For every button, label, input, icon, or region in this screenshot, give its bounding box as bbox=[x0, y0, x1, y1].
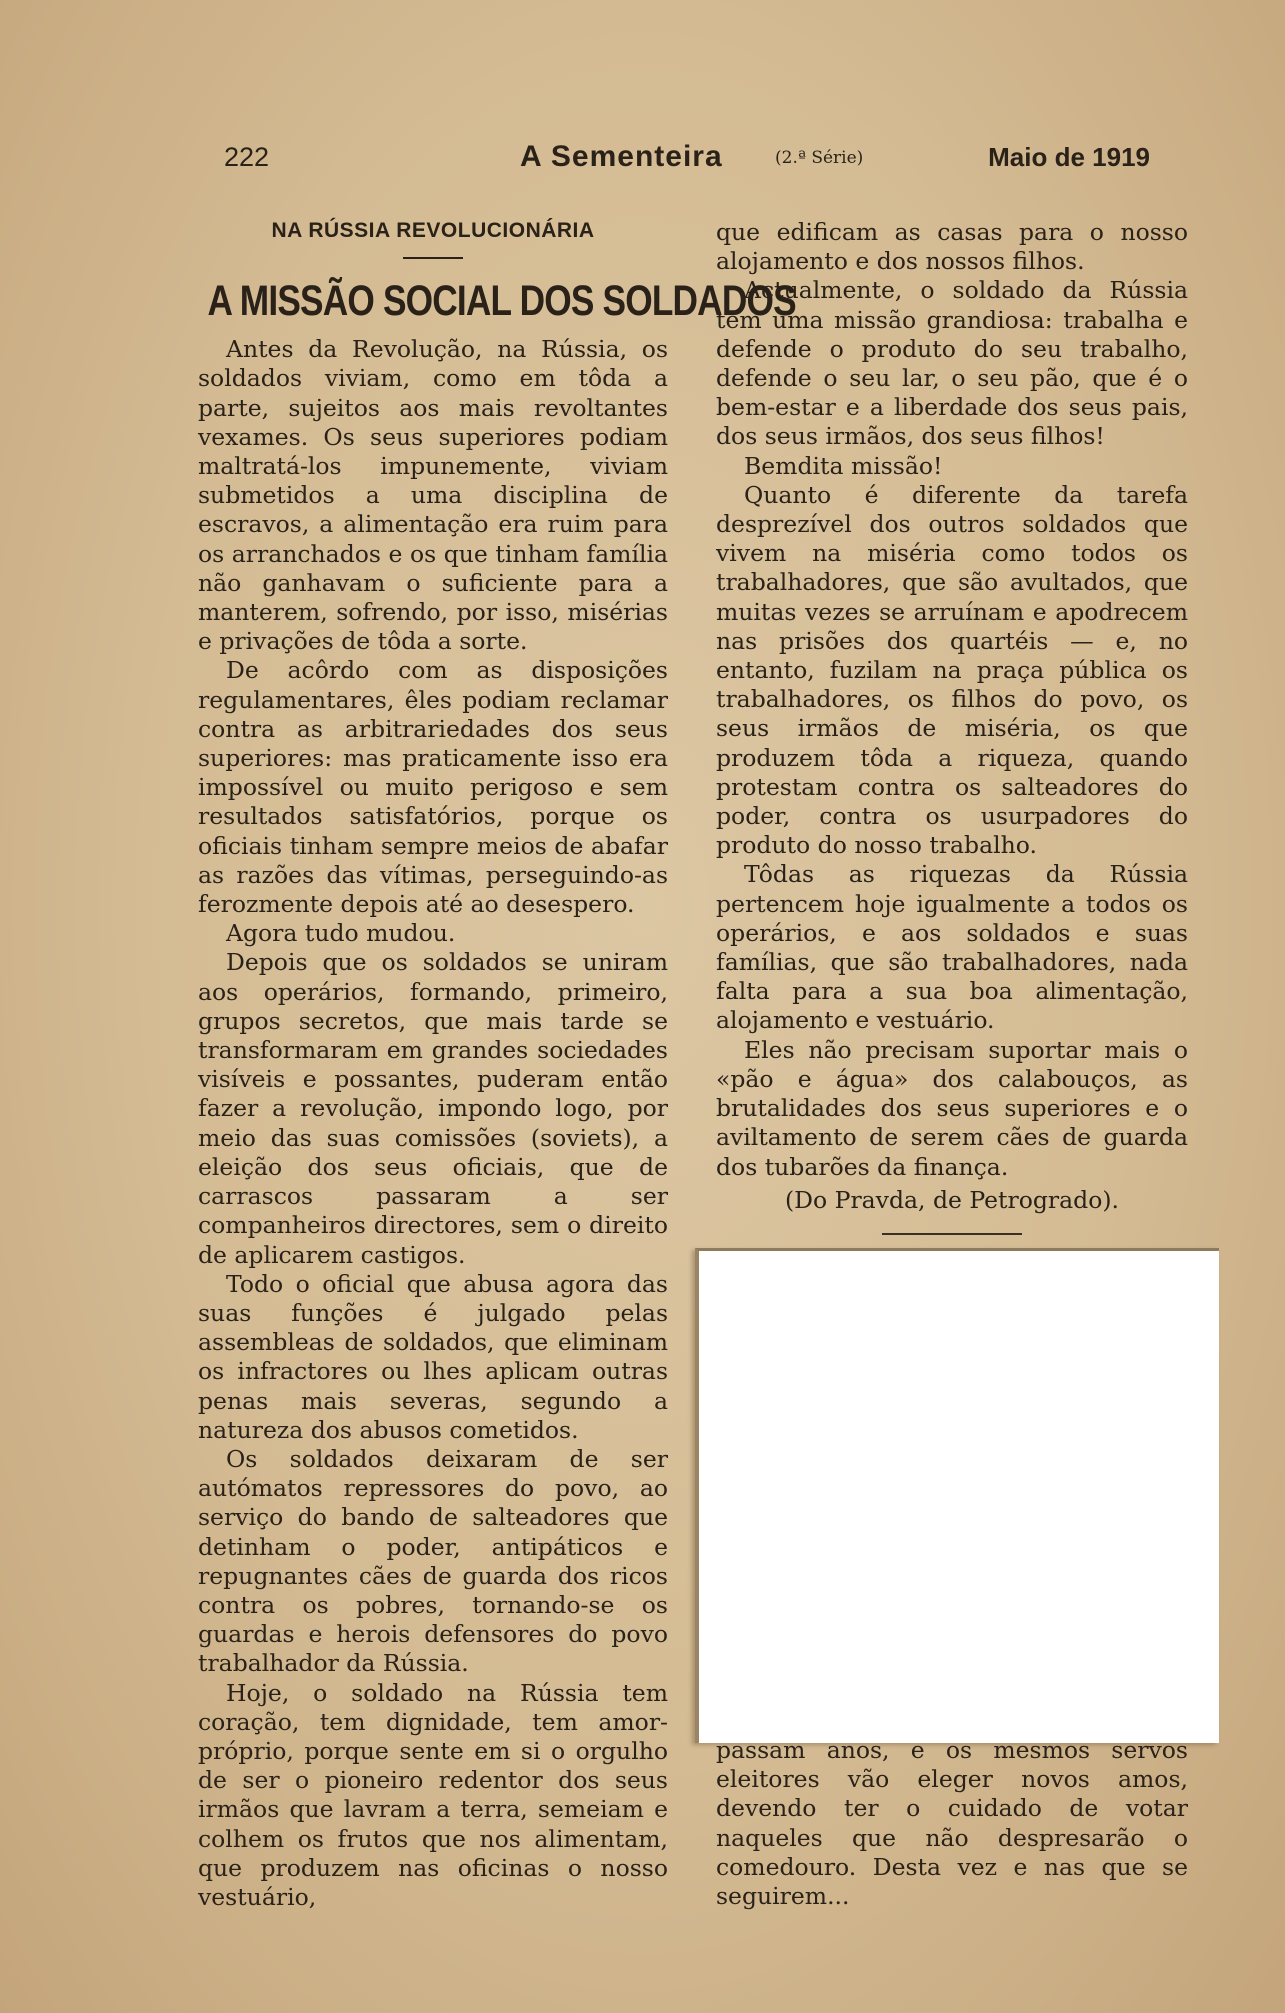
right-column bbox=[716, 218, 1188, 1235]
paragraph: Antes da Revolução, na Rússia, os soldados viviam, como em tôda a parte, sujeitos aos mais revoltantes vexames. Os seus superiores podiam maltratá-los impunemente, viviam submetidos a uma disciplina de escravos, a alimentação era ruim para os arranchados e os que tinham família não ganhavam o suficiente para a manterem, sofrendo, por isso, misérias e privações de tôda a sorte. bbox=[198, 335, 668, 656]
page-number: 222 bbox=[224, 142, 270, 172]
paragraph: que edificam as casas para o nosso alojamento e dos nossos filhos. bbox=[716, 218, 1188, 276]
article-headline: A MISSÃO SOCIAL DOS SOLDADOS bbox=[207, 277, 796, 326]
paragraph: De acôrdo com as disposições regulamentares, êles podiam reclamar contra as arbitrariedades dos seus superiores: mas praticamente isso era impossível ou muito perigoso e sem resultados satisfatórios, porque os oficiais tinham sempre meios de abafar as razões das vítimas, perseguindo-as ferozmente depois até ao desespero. bbox=[198, 656, 668, 919]
article-kicker: NA RÚSSIA REVOLUCIONÁRIA bbox=[271, 219, 595, 242]
paragraph: Hoje, o soldado na Rússia tem coração, tem dignidade, tem amor-próprio, porque sente em si o orgulho de ser o pioneiro redentor dos seus irmãos que lavram a terra, semeiam e colhem os frutos que nos alimentam, que produzem nas oficinas o nosso vestuário, bbox=[198, 1678, 668, 1911]
paragraph: Todo o oficial que abusa agora das suas funções é julgado pelas assembleas de soldados, que eliminam os infractores ou lhes aplicam outras penas mais severas, segundo a natureza dos abusos cometidos. bbox=[198, 1269, 668, 1444]
series-label: (2.ª Série) bbox=[775, 148, 864, 168]
page-header bbox=[200, 140, 1170, 180]
publication-title: A Sementeira bbox=[520, 140, 723, 173]
fragment-column bbox=[716, 1736, 1188, 1911]
paragraph: Quanto é diferente da tarefa desprezível dos outros soldados que vivem na miséria como todos os trabalhadores, que são avultados, que muitas vezes se arruínam e apodrecem nas prisões dos quartéis — e, no entanto, fuzilam na praça pública os trabalhadores, os filhos do povo, os seus irmãos de miséria, os que produzem tôda a riqueza, quando protestam contra os salteadores do poder, contra os usurpadores do produto do nosso trabalho. bbox=[716, 480, 1188, 860]
paragraph: Bemdita missão! bbox=[744, 451, 943, 480]
torn-paper-gap bbox=[695, 1248, 1219, 1743]
paragraph: Actualmente, o soldado da Rússia tem uma missão grandiosa: trabalha e defende o produto do seu trabalho, defende o seu lar, o seu pão, que é o bem-estar e a liberdade dos seus pais, dos seus irmãos, dos seus filhos! bbox=[716, 276, 1188, 451]
paragraph: Os soldados deixaram de ser autómatos repressores do povo, ao serviço do bando de salteadores que detinham o poder, antipáticos e repugnantes cães de guarda dos ricos contra os pobres, tornando-se os guardas e herois defensores do povo trabalhador da Rússia. bbox=[198, 1444, 668, 1678]
issue-date: Maio de 1919 bbox=[988, 142, 1150, 172]
kicker-rule bbox=[403, 257, 463, 259]
paragraph: Agora tudo mudou. bbox=[226, 919, 456, 948]
article-source: (Do Pravda, de Petrogrado). bbox=[785, 1185, 1119, 1214]
paragraph: Eles não precisam suportar mais o «pão e água» dos calabouços, as brutalidades dos seus superiores e o aviltamento de serem cães de guarda dos tubarões da finança. bbox=[716, 1035, 1188, 1181]
left-column bbox=[198, 216, 796, 1912]
paragraph: Depois que os soldados se uniram aos operários, formando, primeiro, grupos secretos, que mais tarde se transformaram em grandes sociedades visíveis e possantes, puderam então fazer a revolução, impondo logo, por meio das suas comissões (soviets), a eleição dos seus oficiais, que de carrascos passaram a ser companheiros directores, sem o direito de aplicarem castigos. bbox=[198, 948, 668, 1269]
paragraph: Tôdas as riquezas da Rússia pertencem hoje igualmente a todos os operários, e aos soldados e suas famílias, que são trabalhadores, nada falta para a sua boa alimentação, alojamento e vestuário. bbox=[716, 860, 1188, 1035]
paragraph: passam anos, e os mesmos servos eleitores vão eleger novos amos, devendo ter o cuidado de votar naqueles que não despresarão o comedouro. Desta vez e nas que se seguirem... bbox=[716, 1736, 1188, 1911]
end-rule bbox=[882, 1233, 1022, 1235]
